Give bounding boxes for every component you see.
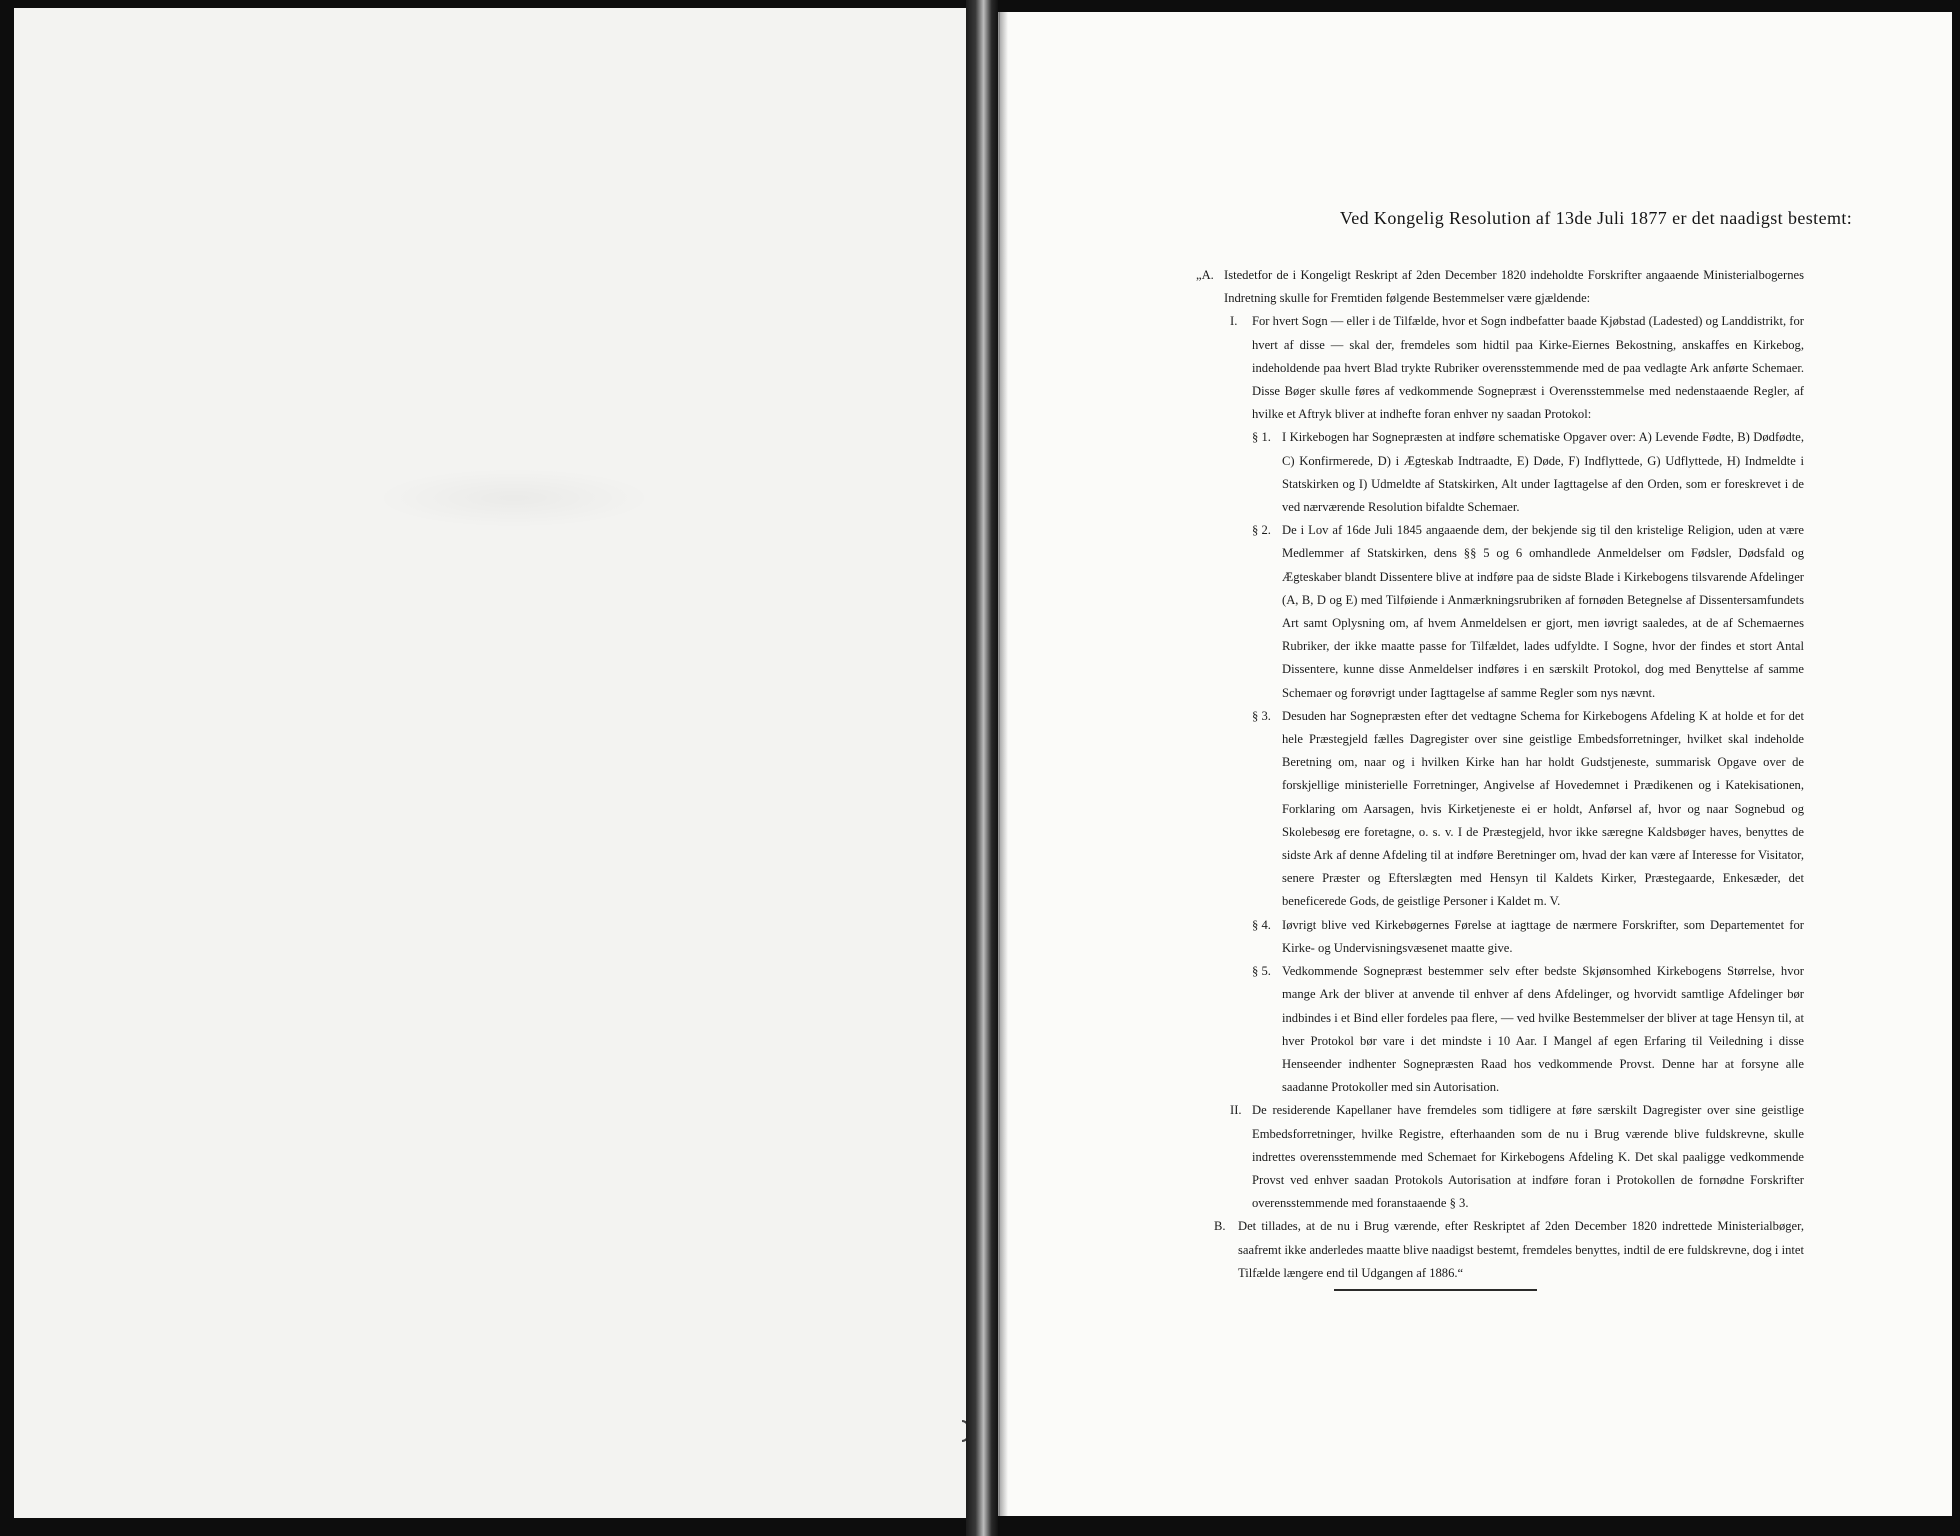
bleed-through-shadow xyxy=(374,468,654,528)
paragraph-marker: § 1. xyxy=(1252,430,1271,445)
paragraph-marker: § 3. xyxy=(1252,708,1271,723)
paragraph-text: Vedkommende Sognepræst bestemmer selv efter bedste Skjønsomhed Kirkebogens Størrelse, hvor mange Ark der bliver at anvende til enhver af dens Afdelinger, og hvorvidt samtlige Afdelinger bør indbindes i et Bind eller fordeles paa flere, — ved hvilke Bestemmelser der bliver at tage Hensyn til, at hver Protokol bør vare i det mindste i 10 Aar. I Mangel af egen Erfaring til Veiledning i disse Henseender indhenter Sognepræsten Raad hos vedkommende Provst. Denne har at forsyne alle saadanne Protokoller med sin Autorisation. xyxy=(1282,964,1804,1095)
paragraph-3 xyxy=(1252,705,1804,914)
section-marker: I. xyxy=(1230,314,1238,329)
section-ii xyxy=(1230,1099,1804,1215)
section-text: Det tillades, at de nu i Brug værende, efter Reskriptet af 2den December 1820 indrettede Ministerialbøger, saafremt ikke anderledes maatte blive naadigst bestemt, fremdeles benyttes, indtil de ere fuldskrevne, dog i intet Tilfælde længere end til Udgangen af 1886.“ xyxy=(1238,1219,1804,1280)
paragraph-text: Iøvrigt blive ved Kirkebøgernes Førelse at iagttage de nærmere Forskrifter, som Departementet for Kirke- og Undervisningsvæsenet maatte give. xyxy=(1282,917,1804,955)
left-page-blank xyxy=(14,8,970,1518)
right-page xyxy=(1000,12,1952,1516)
section-i xyxy=(1230,310,1804,426)
paragraph-5 xyxy=(1252,960,1804,1099)
paragraph-marker: § 2. xyxy=(1252,523,1271,538)
section-marker: B. xyxy=(1214,1219,1226,1234)
resolution-text xyxy=(1196,264,1804,1285)
paragraph-4 xyxy=(1252,914,1804,960)
section-b xyxy=(1214,1215,1804,1285)
section-marker: „A. xyxy=(1196,268,1214,282)
paragraph-2 xyxy=(1252,519,1804,705)
closing-rule xyxy=(1334,1289,1537,1291)
paragraph-text: Desuden har Sognepræsten efter det vedtagne Schema for Kirkebogens Afdeling K at holde et for det hele Præstegjeld fælles Dagregister over sine geistlige Embedsforretninger, hvilket skal indeholde Beretning om, naar og i hvilken Kirke han har holdt Gudstjeneste, summarisk Opgave over de forskjellige ministerielle Forretninger, Angivelse af Hovedemnet i Prædikenen og i Katekisationen, Forklaring om Aarsagen, hvis Kirketjeneste ei er holdt, Anførsel af, hvor og naar Sognebud og Skolebesøg ere foretagne, o. s. v. I de Præstegjeld, hvor ikke særegne Kaldsbøger haves, benyttes de sidste Ark af denne Afdeling til at indføre Beretninger om, hvad der kan være af Interesse for Visitator, senere Præster og Efterslægten med Hensyn til Kaldets Kirker, Præstegaarde, Enkesæder, det beneficerede Gods, de geistlige Personer i Kaldet m. V. xyxy=(1282,708,1804,909)
paragraph-marker: § 4. xyxy=(1252,917,1271,932)
paragraph-1 xyxy=(1252,426,1804,519)
section-text: Istedetfor de i Kongeligt Reskript af 2den December 1820 indeholdte Forskrifter angaaende Ministerialbogernes Indretning skulle for Fremtiden følgende Bestemmelser være gjældende: xyxy=(1224,268,1804,306)
book-spine xyxy=(966,0,998,1536)
paragraph-marker: § 5. xyxy=(1252,964,1271,979)
section-a xyxy=(1196,264,1804,310)
section-text: De residerende Kapellaner have fremdeles som tidligere at føre særskilt Dagregister over sine geistlige Embedsforretninger, hvilke Registre, efterhaanden som de nu i Brug værende blive fuldskrevne, skulle indrettes overensstemmende med Schemaet for Kirkebogens Afdeling K. Det skal paaligge vedkommende Provst ved enhver saadan Protokols Autorisation at indføre foran i Protokollen de fornødne Forskrifter overensstemmende med foranstaaende § 3. xyxy=(1252,1103,1804,1211)
section-marker: II. xyxy=(1230,1103,1242,1118)
paragraph-text: I Kirkebogen har Sognepræsten at indføre schematiske Opgaver over: A) Levende Fødte, B) Dødfødte, C) Konfirmerede, D) i Ægteskab Indtraadte, E) Døde, F) Indflyttede, G) Udflyttede, H) Indmeldte i Statskirken og I) Udmeldte af Statskirken, Alt under Iagttagelse af den Orden, som er foreskrevet i de ved nærværende Resolution bifaldte Schemaer. xyxy=(1282,430,1804,515)
section-text: For hvert Sogn — eller i de Tilfælde, hvor et Sogn indbefatter baade Kjøbstad (Ladested) og Landdistrikt, for hvert af disse — skal der, fremdeles som hidtil paa Kirke-Eiernes Bekostning, anskaffes en Kirkebog, indeholdende paa hvert Blad trykte Rubriker overensstemmende med de paa vedlagte Ark anførte Schemaer. Disse Bøger skulle føres af vedkommende Sognepræst i Overensstemmelse med nedenstaaende Regler, af hvilke et Aftryk bliver at indhefte foran enhver ny saadan Protokol: xyxy=(1252,314,1804,422)
paragraph-text: De i Lov af 16de Juli 1845 angaaende dem, der bekjende sig til den kristelige Religion, uden at være Medlemmer af Statskirken, dens §§ 5 og 6 omhandlede Anmeldelser om Fødsler, Dødsfald og Ægteskaber blandt Dissentere blive at indføre paa de sidste Blade i Kirkebogens tilsvarende Afdelinger (A, B, D og E) med Tilføiende i Anmærkningsrubriken af fornøden Betegnelse af Dissentersamfundets Art samt Oplysning om, af hvem Anmeldelsen er gjort, men iøvrigt saaledes, at de af Schemaernes Rubriker, der ikke maatte passe for Tilfældet, lades udfyldte. I Sogne, hvor der findes et stort Antal Dissentere, kunne disse Anmeldelser indføres i en særskilt Protokol, dog med Benyttelse af samme Schemaer og forøvrigt under Iagttagelse af samme Regler som nys nævnt. xyxy=(1282,523,1804,700)
page-title: Ved Kongelig Resolution af 13de Juli 1877 er det naadigst bestemt: xyxy=(1339,208,1853,228)
